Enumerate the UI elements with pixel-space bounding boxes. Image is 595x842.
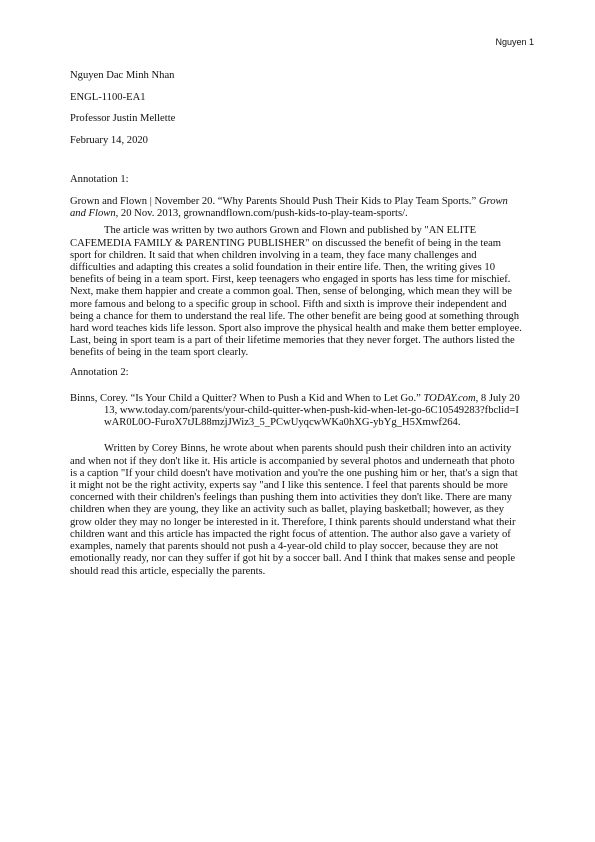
annotation-1-citation-details: , 20 Nov. 2013, grownandflown.com/push-kids-to-play-team-sports/. (115, 207, 408, 219)
document-date: February 14, 2020 (70, 135, 148, 147)
document-body (70, 70, 522, 585)
author-name: Nguyen Dac Minh Nhan (70, 70, 175, 81)
professor-name: Professor Justin Mellette (70, 113, 176, 125)
course-code: ENGL-1100-EA1 (70, 91, 146, 103)
annotation-1-citation-text: Grown and Flown | November 20. “Why Parents Should Push Their Kids to Play Team Sports.” (70, 195, 479, 207)
annotation-1-citation (70, 196, 522, 220)
annotation-1-citation-source: Grown and Flown (70, 195, 508, 219)
annotation-1-body: The article was written by two authors Grown and Flown and published by "AN ELITE CAFEMEDIA FAMILY & PARENTING PUBLISHER" on discussed the benefit of being in the team sport for children. It said that when children involving in a team, they face many challenges and difficulties and adapting this creates a solid foundation in their entire life. Then, the writing gives 10 benefits of being in a team sport. First, keep teenagers who engaged in sports has less time for mischief. Next, make them happier and create a common goal. Then, sense of belonging, which mean they will be more famous and belong to a specific group in school. Fifth and sixth is improve their independent and being a chance for them to understand the real life. The other benefit are being good at something through hard word teaches kids life lesson. Sport also improve the physical health and make them better employee. Last, being in sport team is a part of their lifetime memories that they never forget. The authors listed the benefits of being in the team sport clearly. (70, 225, 522, 359)
annotation-2-citation-source: TODAY.com (423, 392, 476, 404)
annotation-2-citation-text: Binns, Corey. “Is Your Child a Quitter? When to Push a Kid and When to Let Go.” (70, 392, 424, 404)
annotation-2-citation (70, 393, 522, 430)
annotation-2-body: Written by Corey Binns, he wrote about when parents should push their children into an activity and when not if they don't like it. His article is accompanied by several photos and underneath that photo is a caption "If your child doesn't have motivation and you're the one pushing him or her, that's a sign that it might not be the right activity, experts say "and I like this sentence. I feel that parents should be more concerned with their children's feelings than pushing them into activities they don't like. There are many children when they are young, they like an activity such as ballet, playing basketball; however, as they grow older they may no longer be interested in it. Therefore, I think parents should understand what their children want and this article has impacted the right focus of attention. The author also gave a variety of examples, namely that parents should not push a 4-year-old child to play soccer, because they are not emotionally ready, nor can they suffer if got hit by a soccer ball. And I think that makes sense and people should read this article, especially the parents. (70, 443, 518, 577)
annotation-2-citation-details: , 8 July 2013, www.today.com/parents/your-child-quitter-when-push-kid-when-let-go-6C10549283?fbclid=IwAR0L0O-FuroX7tJL88mzjJWiz3_5_PCwUyqcwWKa0hXG-ybYg_H5Xmwf264. (104, 392, 520, 429)
annotation-2-label: Annotation 2: (70, 366, 129, 378)
annotation-1-label: Annotation 1: (70, 173, 129, 185)
page-number-header: Nguyen 1 (495, 37, 534, 47)
